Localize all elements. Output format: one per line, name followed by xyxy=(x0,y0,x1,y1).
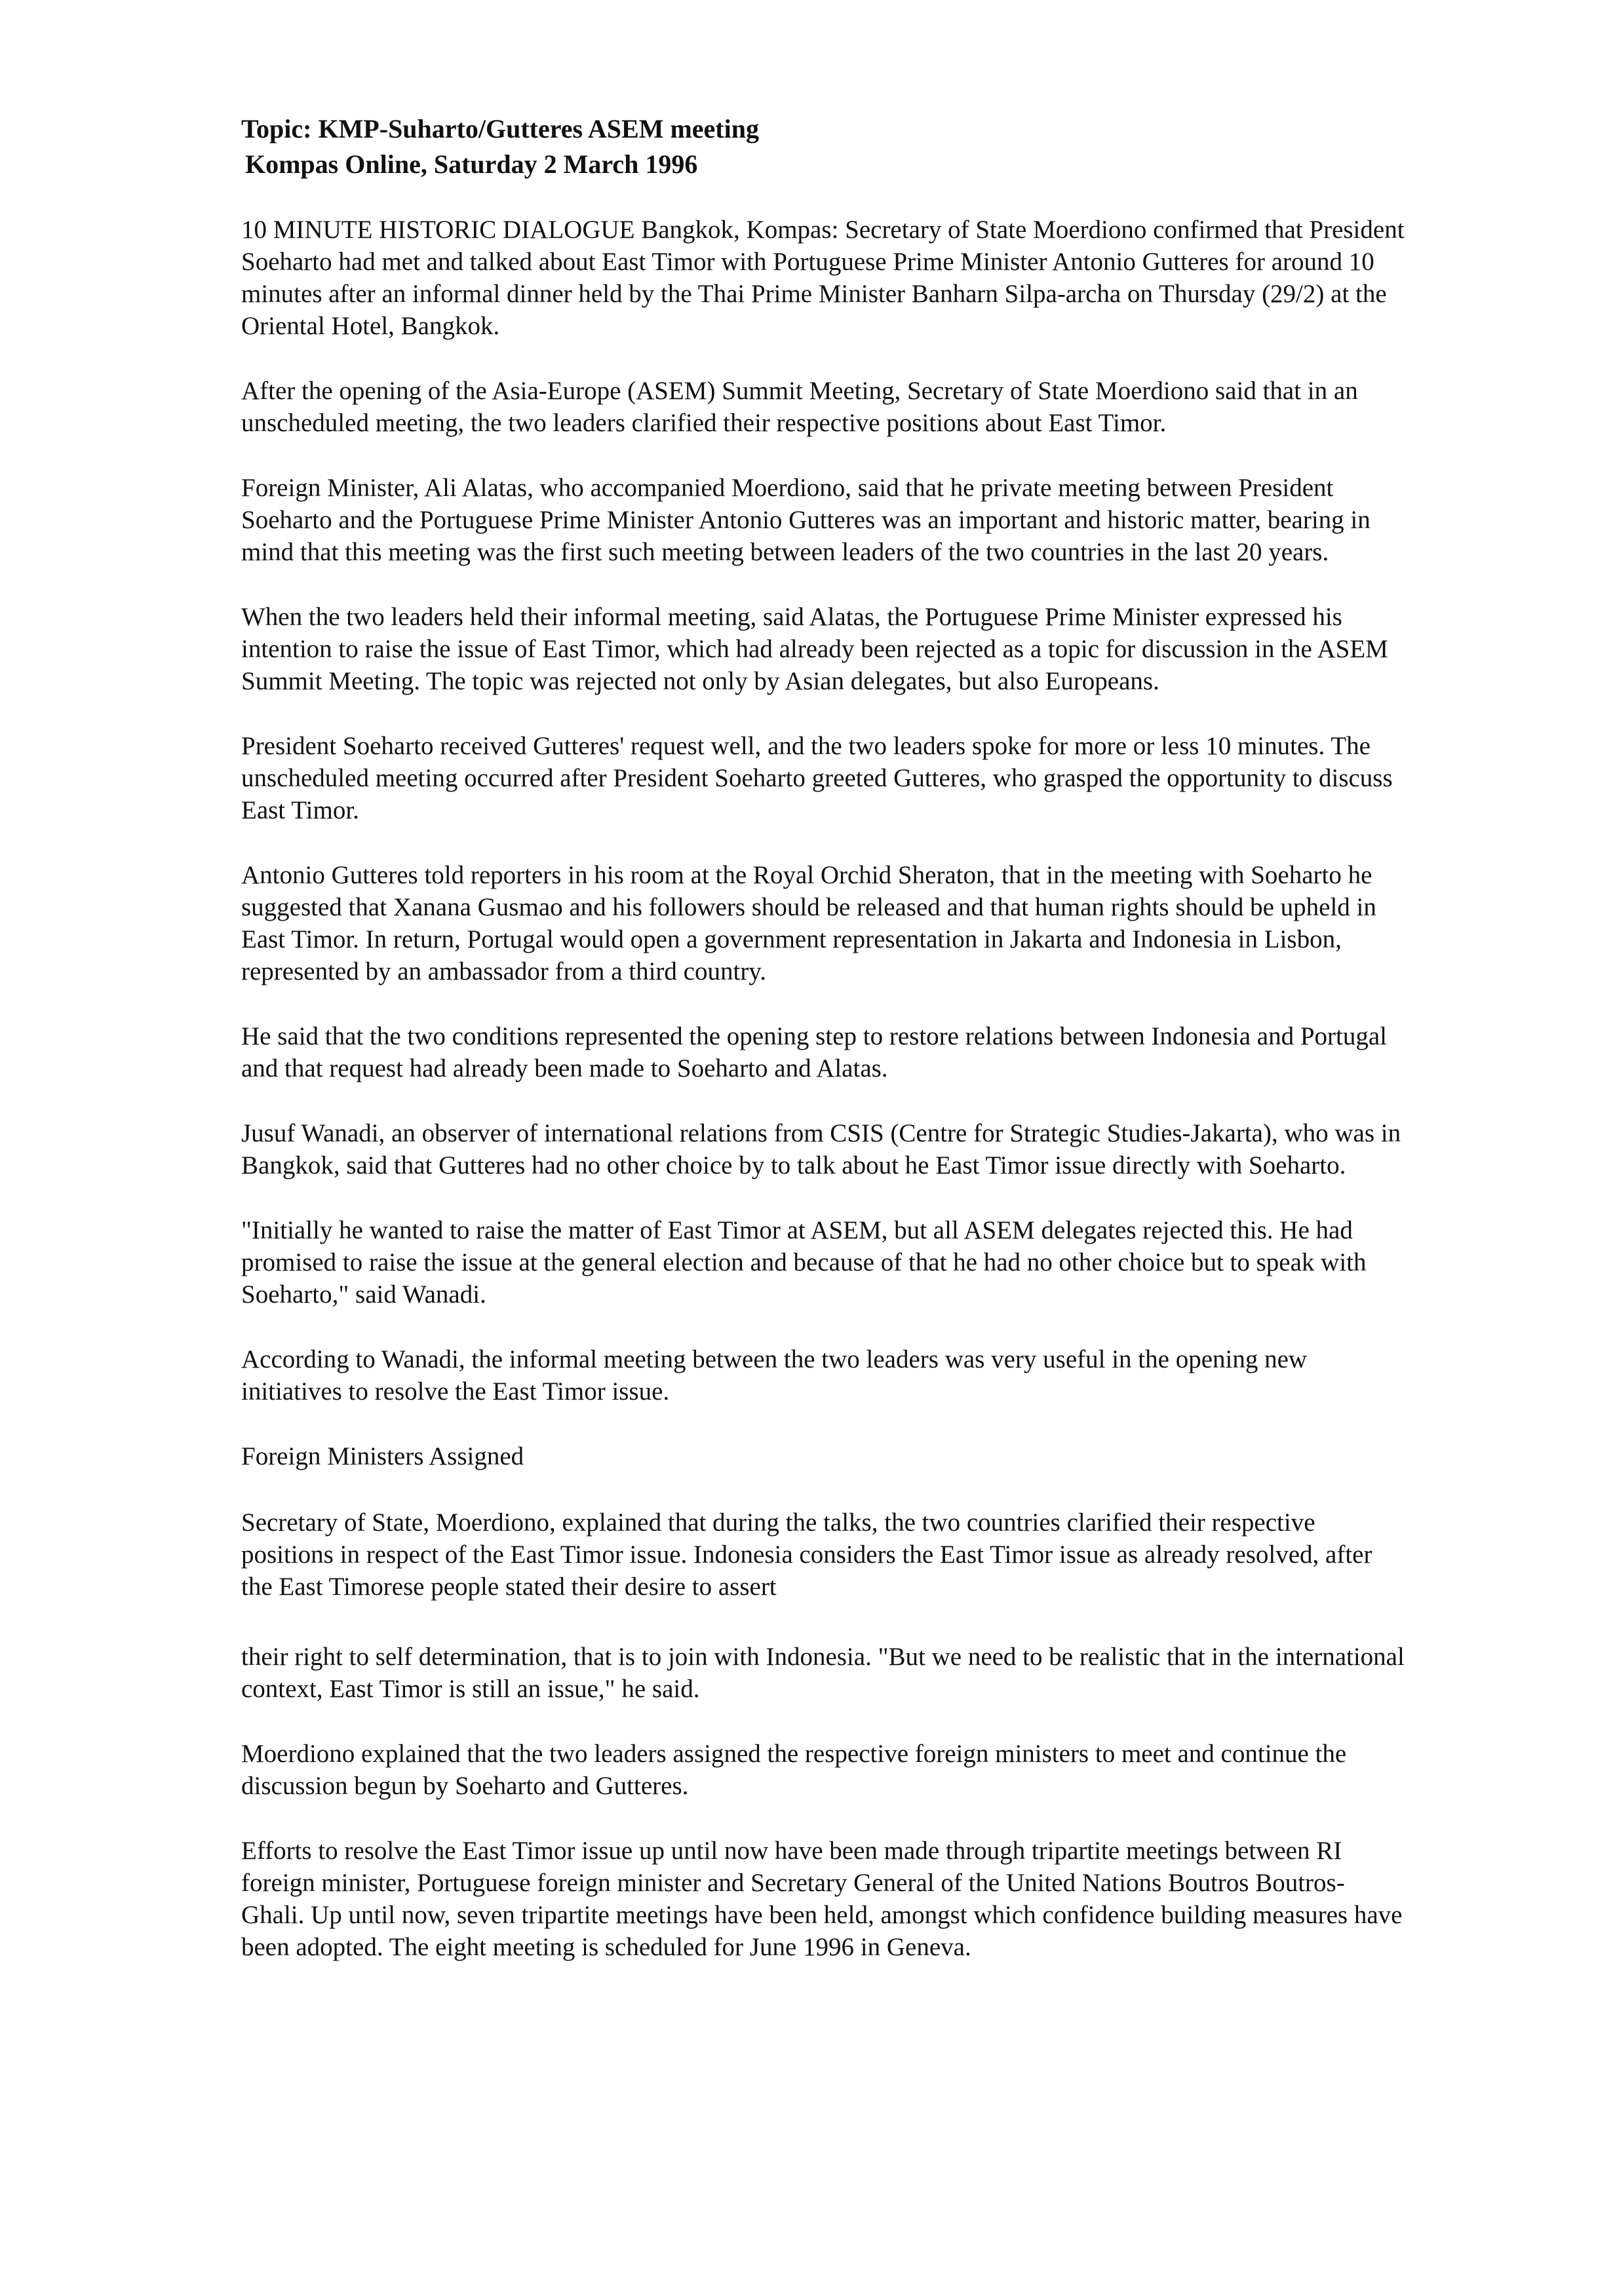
paragraph: Antonio Gutteres told reporters in his room at the Royal Orchid Sheraton, that in the meeting with Soeharto he suggested that Xanana Gusmao and his followers should be released and that human rights should be upheld in East Timor. In return, Portugal would open a government representation in Jakarta and Indonesia in Lisbon, represented by an ambassador from a third country. xyxy=(241,861,1376,985)
paragraph: Foreign Minister, Ali Alatas, who accompanied Moerdiono, said that he private meeting between President Soeharto and the Portuguese Prime Minister Antonio Gutteres was an important and historic matter, bearing in mind that this meeting was the first such meeting between leaders of the two countries in the last 20 years. xyxy=(241,474,1371,566)
paragraph-continued: their right to self determination, that is to join with Indonesia. "But we need to be realistic that in the international context, East Timor is still an issue," he said. xyxy=(241,1643,1405,1703)
topic-title: Topic: KMP-Suharto/Gutteres ASEM meeting xyxy=(241,114,759,144)
document-body xyxy=(241,111,1408,1996)
source-dateline: Kompas Online, Saturday 2 March 1996 xyxy=(245,149,698,179)
paragraph: President Soeharto received Gutteres' request well, and the two leaders spoke for more or less 10 minutes. The unscheduled meeting occurred after President Soeharto greeted Gutteres, who grasped the opportunity to discuss East Timor. xyxy=(241,732,1393,824)
paragraph: According to Wanadi, the informal meeting between the two leaders was very useful in the opening new initiatives to resolve the East Timor issue. xyxy=(241,1345,1308,1406)
document-header xyxy=(241,111,1408,182)
paragraph: Efforts to resolve the East Timor issue up until now have been made through tripartite meetings between RI foreign minister, Portuguese foreign minister and Secretary General of the United Nations Boutros Boutros-Ghali. Up until now, seven tripartite meetings have been held, amongst which confidence building measures have been adopted. The eight meeting is scheduled for June 1996 in Geneva. xyxy=(241,1837,1403,1961)
paragraph: Moerdiono explained that the two leaders assigned the respective foreign ministers to meet and continue the discussion begun by Soeharto and Gutteres. xyxy=(241,1740,1347,1800)
paragraph: Secretary of State, Moerdiono, explained that during the talks, the two countries clarified their respective positions in respect of the East Timor issue. Indonesia considers the East Timor issue as already resolved, after the East Timorese people stated their desire to assert xyxy=(241,1508,1372,1601)
paragraph: Jusuf Wanadi, an observer of international relations from CSIS (Centre for Strategic Studies-Jakarta), who was in Bangkok, said that Gutteres had no other choice by to talk about he East Timor issue directly with Soeharto. xyxy=(241,1119,1401,1179)
paragraph-quote: "Initially he wanted to raise the matter of East Timor at ASEM, but all ASEM delegates rejected this. He had promised to raise the issue at the general election and because of that he had no other choice but to speak with Soeharto," said Wanadi. xyxy=(241,1216,1367,1309)
paragraph: After the opening of the Asia-Europe (ASEM) Summit Meeting, Secretary of State Moerdiono said that in an unscheduled meeting, the two leaders clarified their respective positions about East Timor. xyxy=(241,377,1358,437)
paragraph: When the two leaders held their informal meeting, said Alatas, the Portuguese Prime Minister expressed his intention to raise the issue of East Timor, which had already been rejected as a topic for discussion in the ASEM Summit Meeting. The topic was rejected not only by Asian delegates, but also Europeans. xyxy=(241,603,1388,695)
section-subheading: Foreign Ministers Assigned xyxy=(241,1442,524,1470)
paragraph: He said that the two conditions represented the opening step to restore relations between Indonesia and Portugal and that request had already been made to Soeharto and Alatas. xyxy=(241,1022,1388,1082)
paragraph-lead: 10 MINUTE HISTORIC DIALOGUE Bangkok, Kompas: Secretary of State Moerdiono confirmed that President Soeharto had met and talked about East Timor with Portuguese Prime Minister Antonio Gutteres for around 10 minutes after an informal dinner held by the Thai Prime Minister Banharn Silpa-archa on Thursday (29/2) at the Oriental Hotel, Bangkok. xyxy=(241,216,1405,340)
